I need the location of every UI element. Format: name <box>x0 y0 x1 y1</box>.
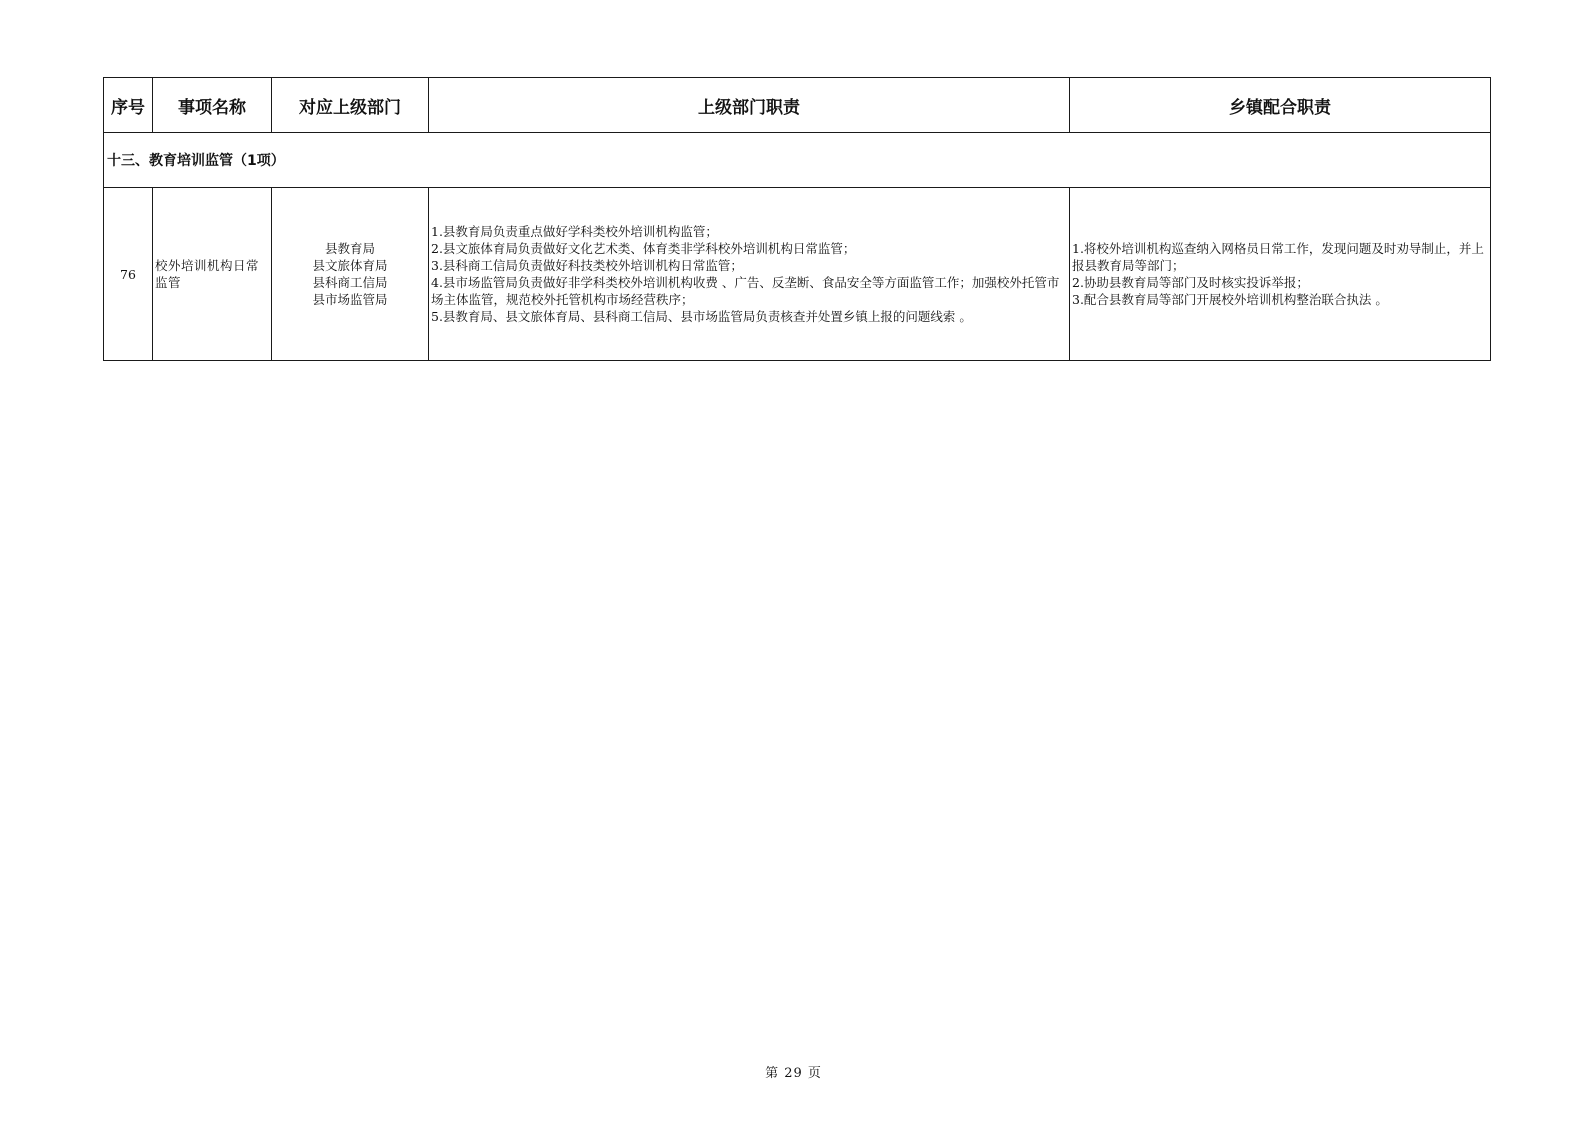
section-row <box>104 133 1491 188</box>
department-line: 县文旅体育局 <box>312 258 388 273</box>
header-superior-department: 对应上级部门 <box>272 78 429 133</box>
row-superior-duties <box>429 188 1070 361</box>
row-town-duties <box>1070 188 1491 361</box>
duty-line: 1.县教育局负责重点做好学科类校外培训机构监管； <box>431 224 718 239</box>
row-index: 76 <box>104 188 153 361</box>
town-duty-line: 1.将校外培训机构巡查纳入网格员日常工作，发现问题及时劝导制止，并上报县教育局等部门； <box>1072 241 1484 273</box>
department-line: 县教育局 <box>324 241 375 256</box>
row-departments <box>272 188 429 361</box>
town-duty-line: 2.协助县教育局等部门及时核实投诉举报； <box>1072 275 1309 290</box>
department-line: 县市场监管局 <box>312 292 388 307</box>
department-line: 县科商工信局 <box>312 275 388 290</box>
row-item-name: 校外培训机构日常监管 <box>153 188 272 361</box>
header-index: 序号 <box>104 78 153 133</box>
header-item-name: 事项名称 <box>153 78 272 133</box>
duty-line: 5.县教育局、县文旅体育局、县科商工信局、县市场监管局负责核查并处置乡镇上报的问题线索 。 <box>431 309 972 324</box>
table-header-row <box>104 78 1491 133</box>
town-duty-line: 3.配合县教育局等部门开展校外培训机构整治联合执法 。 <box>1072 292 1388 307</box>
responsibility-table <box>103 77 1491 361</box>
duty-line: 2.县文旅体育局负责做好文化艺术类、体育类非学科校外培训机构日常监管； <box>431 241 856 256</box>
duty-line: 3.县科商工信局负责做好科技类校外培训机构日常监管； <box>431 258 743 273</box>
duty-line: 4.县市场监管局负责做好非学科类校外培训机构收费 、广告、反垄断、食品安全等方面监管工作；加强校外托管市场主体监管，规范校外托管机构市场经营秩序； <box>431 275 1060 307</box>
table-row <box>104 188 1491 361</box>
page-number: 第 29 页 <box>765 1066 822 1081</box>
section-title: 十三、教育培训监管（1项） <box>104 133 1491 188</box>
header-superior-duties: 上级部门职责 <box>429 78 1070 133</box>
header-town-duties: 乡镇配合职责 <box>1070 78 1491 133</box>
